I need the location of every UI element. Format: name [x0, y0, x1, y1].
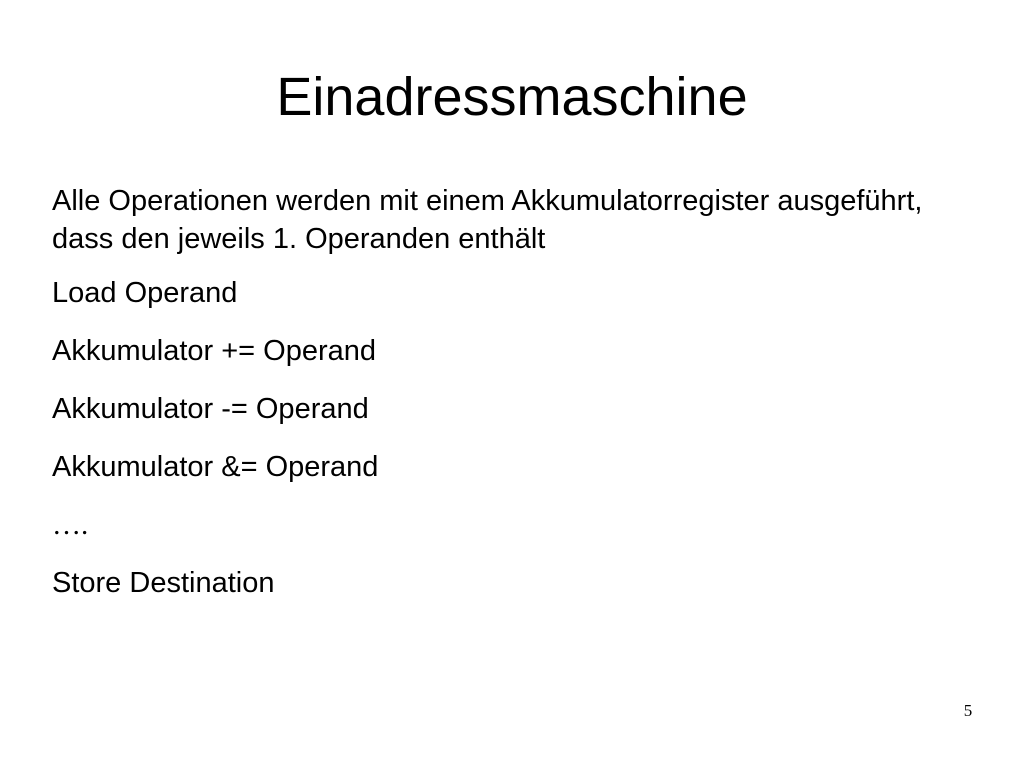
body-text-add: Akkumulator += Operand [52, 335, 377, 367]
slide-title: Einadressmaschine [276, 67, 748, 127]
slide-body [52, 182, 952, 602]
body-text-subtract: Akkumulator -= Operand [52, 393, 369, 425]
body-text-load: Load Operand [52, 277, 238, 309]
body-text-and: Akkumulator &= Operand [52, 451, 379, 483]
page-number: 5 [963, 701, 973, 720]
body-text-intro: Alle Operationen werden mit einem Akkumulatorregister ausgeführt, dass den jeweils 1. Operanden enthält [52, 185, 923, 255]
body-text-ellipsis: …. [52, 509, 89, 541]
body-text-store: Store Destination [52, 567, 275, 599]
